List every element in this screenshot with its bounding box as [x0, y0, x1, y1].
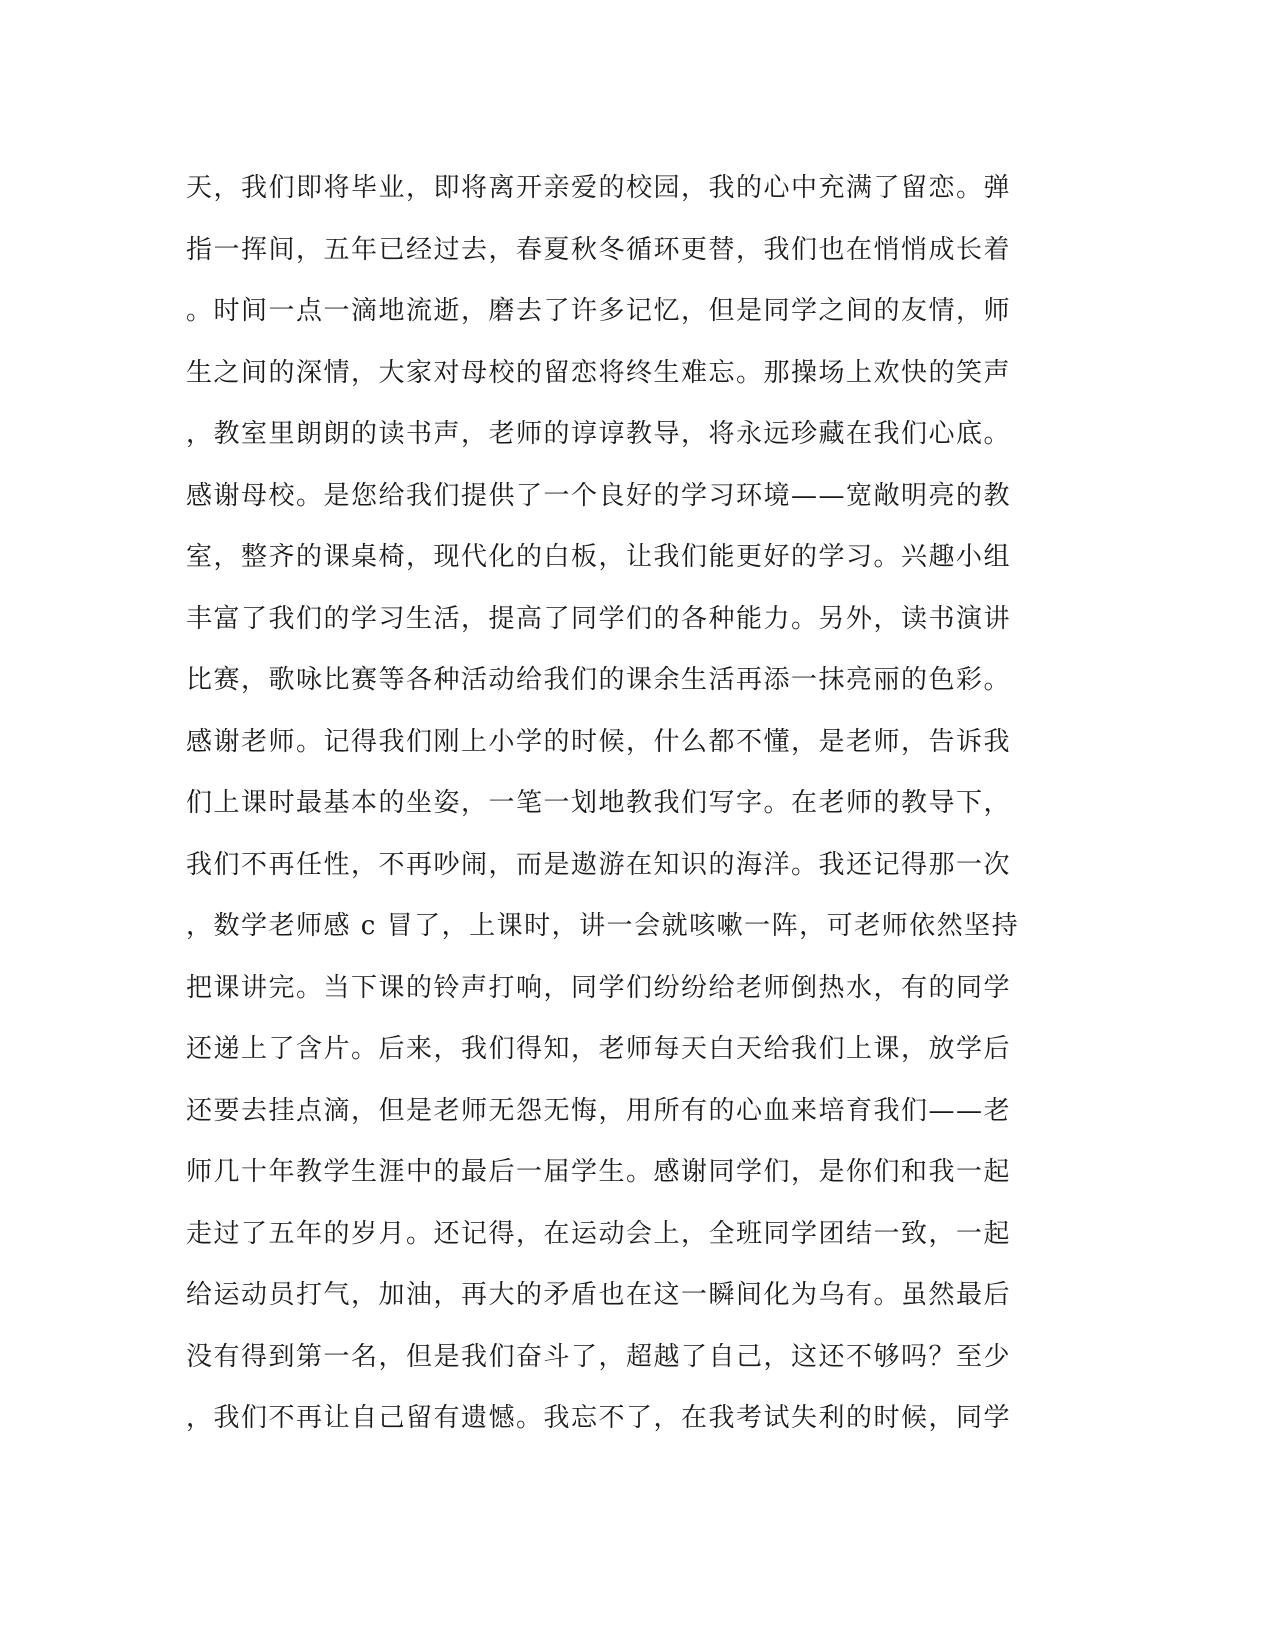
- text-line: 还要去挂点滴，但是老师无怨无悔，用所有的心血来培育我们——老: [186, 1095, 1012, 1126]
- text-line: 天，我们即将毕业，即将离开亲爱的校园，我的心中充满了留恋。弹: [186, 173, 1012, 203]
- text-line: ，我们不再让自己留有遗憾。我忘不了，在我考试失利的时候，同学: [186, 1403, 1012, 1433]
- text-line: 走过了五年的岁月。还记得，在运动会上，全班同学团结一致，一起: [186, 1218, 1012, 1249]
- text-line: 还递上了含片。后来，我们得知，老师每天白天给我们上课，放学后: [186, 1034, 1012, 1064]
- text-line: 室，整齐的课桌椅，现代化的白板，让我们能更好的学习。兴趣小组: [186, 542, 1012, 572]
- text-line: 师几十年教学生涯中的最后一届学生。感谢同学们，是你们和我一起: [186, 1157, 1012, 1187]
- text-line: 生之间的深情，大家对母校的留恋将终生难忘。那操场上欢快的笑声: [186, 357, 1012, 388]
- text-line: 把课讲完。当下课的铃声打响，同学们纷纷给老师倒热水，有的同学: [186, 972, 1012, 1003]
- text-line: ，数学老师感 c 冒了，上课时，讲一会就咳嗽一阵，可老师依然坚持: [186, 911, 1020, 941]
- text-line: 没有得到第一名，但是我们奋斗了，超越了自己，这还不够吗？至少: [186, 1341, 1012, 1372]
- text-line: ，教室里朗朗的读书声，老师的谆谆教导，将永远珍藏在我们心底。: [186, 419, 1012, 449]
- text-line: 我们不再任性，不再吵闹，而是遨游在知识的海洋。我还记得那一次: [186, 849, 1012, 880]
- text-line: 指一挥间，五年已经过去，春夏秋冬循环更替，我们也在悄悄成长着: [186, 234, 1012, 265]
- body-text: [186, 158, 1066, 1450]
- text-line: 。时间一点一滴地流逝，磨去了许多记忆，但是同学之间的友情，师: [186, 296, 1012, 326]
- text-line: 比赛，歌咏比赛等各种活动给我们的课余生活再添一抹亮丽的色彩。: [186, 665, 1012, 695]
- text-line: 们上课时最基本的坐姿，一笔一划地教我们写字。在老师的教导下，: [186, 788, 1012, 818]
- text-line: 感谢母校。是您给我们提供了一个良好的学习环境——宽敞明亮的教: [186, 480, 1012, 511]
- text-line: 丰富了我们的学习生活，提高了同学们的各种能力。另外，读书演讲: [186, 603, 1012, 634]
- text-line: 给运动员打气，加油，再大的矛盾也在这一瞬间化为乌有。虽然最后: [186, 1280, 1012, 1310]
- text-line: 感谢老师。记得我们刚上小学的时候，什么都不懂，是老师，告诉我: [186, 726, 1012, 757]
